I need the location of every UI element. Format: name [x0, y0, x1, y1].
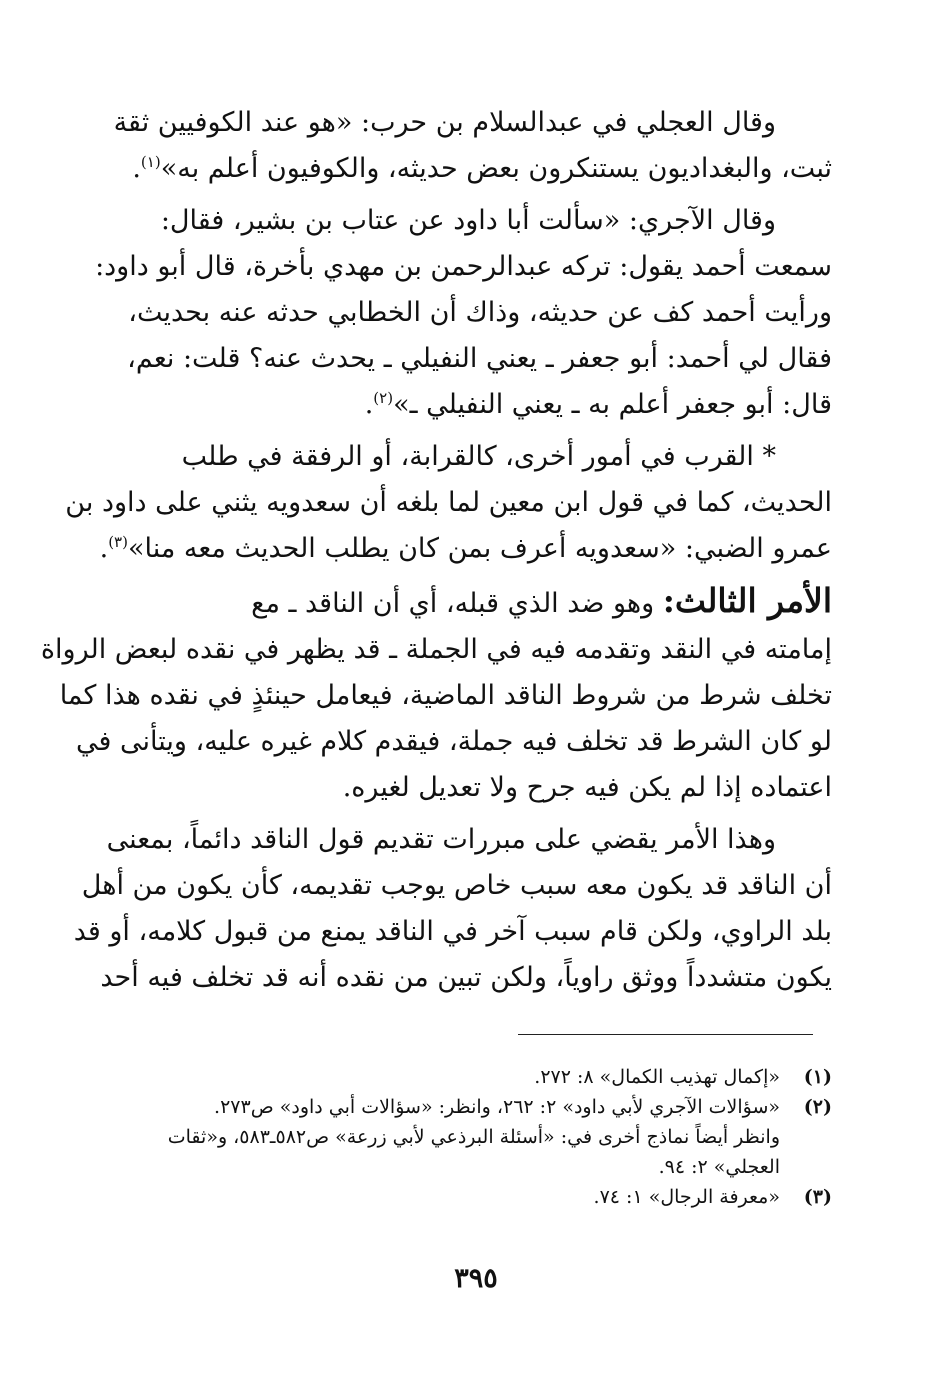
- footnote-divider: [518, 1034, 813, 1035]
- paragraph-kinship: [65, 434, 832, 572]
- text-line: إمامته في النقد وتقدمه فيه في الجملة ـ قد يظهر في نقده لبعض الرواة: [40, 634, 832, 665]
- footnote-number: (٣): [803, 1186, 832, 1208]
- text-line: الحديث، كما في قول ابن معين لما بلغه أن سعدويه يثني على داود بن: [65, 487, 832, 518]
- footnote-ref: (٢): [373, 389, 394, 407]
- footnote-ref: (٣): [108, 533, 128, 551]
- text-line: فقال لي أحمد: أبو جعفر ـ يعني النفيلي ـ يحدث عنه؟ قلت: نعم،: [127, 343, 832, 374]
- text-line: ورأيت أحمد كف عن حديثه، وذاك أن الخطابي حدثه عنه بحديث،: [128, 297, 832, 328]
- text-line: قال: أبو جعفر أعلم به ـ يعني النفيلي ـ»$^{(٢)}$.: [364, 389, 832, 420]
- text-line: سمعت أحمد يقول: تركه عبدالرحمن بن مهدي بأخرة، قال أبو داود:: [95, 251, 832, 282]
- text-line: * القرب في أمور أخرى، كالقرابة، أو الرفقة في طلب: [181, 441, 776, 472]
- footnote-text: «سؤالات الآجري لأبي داود» ٢: ٢٦٢، وانظر: «سؤالات أبي داود» ص٢٧٣.: [214, 1096, 780, 1118]
- footnote-text: العجلي» ٢: ٩٤.: [658, 1156, 780, 1178]
- footnote: [118, 1092, 832, 1182]
- text-line: اعتماده إذا لم يكن فيه جرح ولا تعديل لغيره.: [342, 772, 832, 803]
- text-line: وقال الآجري: «سألت أبا داود عن عتاب بن بشير، فقال:: [160, 205, 776, 236]
- footnote: [118, 1062, 832, 1092]
- text-line: تخلف شرط من شروط الناقد الماضية، فيعامل حينئذٍ في نقده هذا كما: [59, 680, 832, 711]
- footnote-ref: (١): [140, 153, 161, 171]
- page-number: ٣٩٥: [454, 1263, 498, 1294]
- text-line: الأمر الثالث: وهو ضد الذي قبله، أي أن الناقد ـ مع: [251, 581, 832, 620]
- paragraph-ajurri: [95, 198, 832, 428]
- text-line: بلد الراوي، ولكن قام سبب آخر في الناقد يمنع من قبول كلامه، أو قد: [73, 916, 832, 947]
- footnote-text: وانظر أيضاً نماذج أخرى في: «أسئلة البرذعي لأبي زرعة» ص٥٨٢ـ٥٨٣، و«ثقات: [167, 1126, 780, 1148]
- footnote: [118, 1182, 832, 1212]
- section-heading: الأمر الثالث:: [662, 581, 832, 620]
- text-line: لو كان الشرط قد تخلف فيه جملة، فيقدم كلام غيره عليه، ويتأنى في: [76, 726, 832, 757]
- footnotes: [118, 1062, 832, 1212]
- footnote-text: «إكمال تهذيب الكمال» ٨: ٢٧٢.: [534, 1066, 780, 1088]
- footnote-number: (٢): [803, 1096, 832, 1118]
- section-third-matter: [40, 578, 832, 811]
- text-line: عمرو الضبي: «سعدويه أعرف بمن كان يطلب الحديث معه منا»$^{(٣)}$.: [99, 533, 832, 564]
- paragraph-ajli: [113, 100, 832, 192]
- text-line: وقال العجلي في عبدالسلام بن حرب: «هو عند الكوفيين ثقة: [113, 107, 776, 138]
- text-line: وهذا الأمر يقضي على مبررات تقديم قول الناقد دائماً، بمعنى: [106, 824, 776, 855]
- paragraph-closing: [73, 817, 832, 1001]
- text-line: ثبت، والبغداديون يستنكرون بعض حديثه، والكوفيون أعلم به»$^{(١)}$.: [132, 153, 832, 184]
- text-line: يكون متشدداً ووثق راوياً، ولكن تبين من نقده أنه قد تخلف فيه أحد: [100, 962, 832, 993]
- footnote-text: «معرفة الرجال» ١: ٧٤.: [593, 1186, 780, 1208]
- text-line: أن الناقد قد يكون معه سبب خاص يوجب تقديمه، كأن يكون من أهل: [81, 870, 832, 901]
- footnote-number: (١): [803, 1066, 832, 1088]
